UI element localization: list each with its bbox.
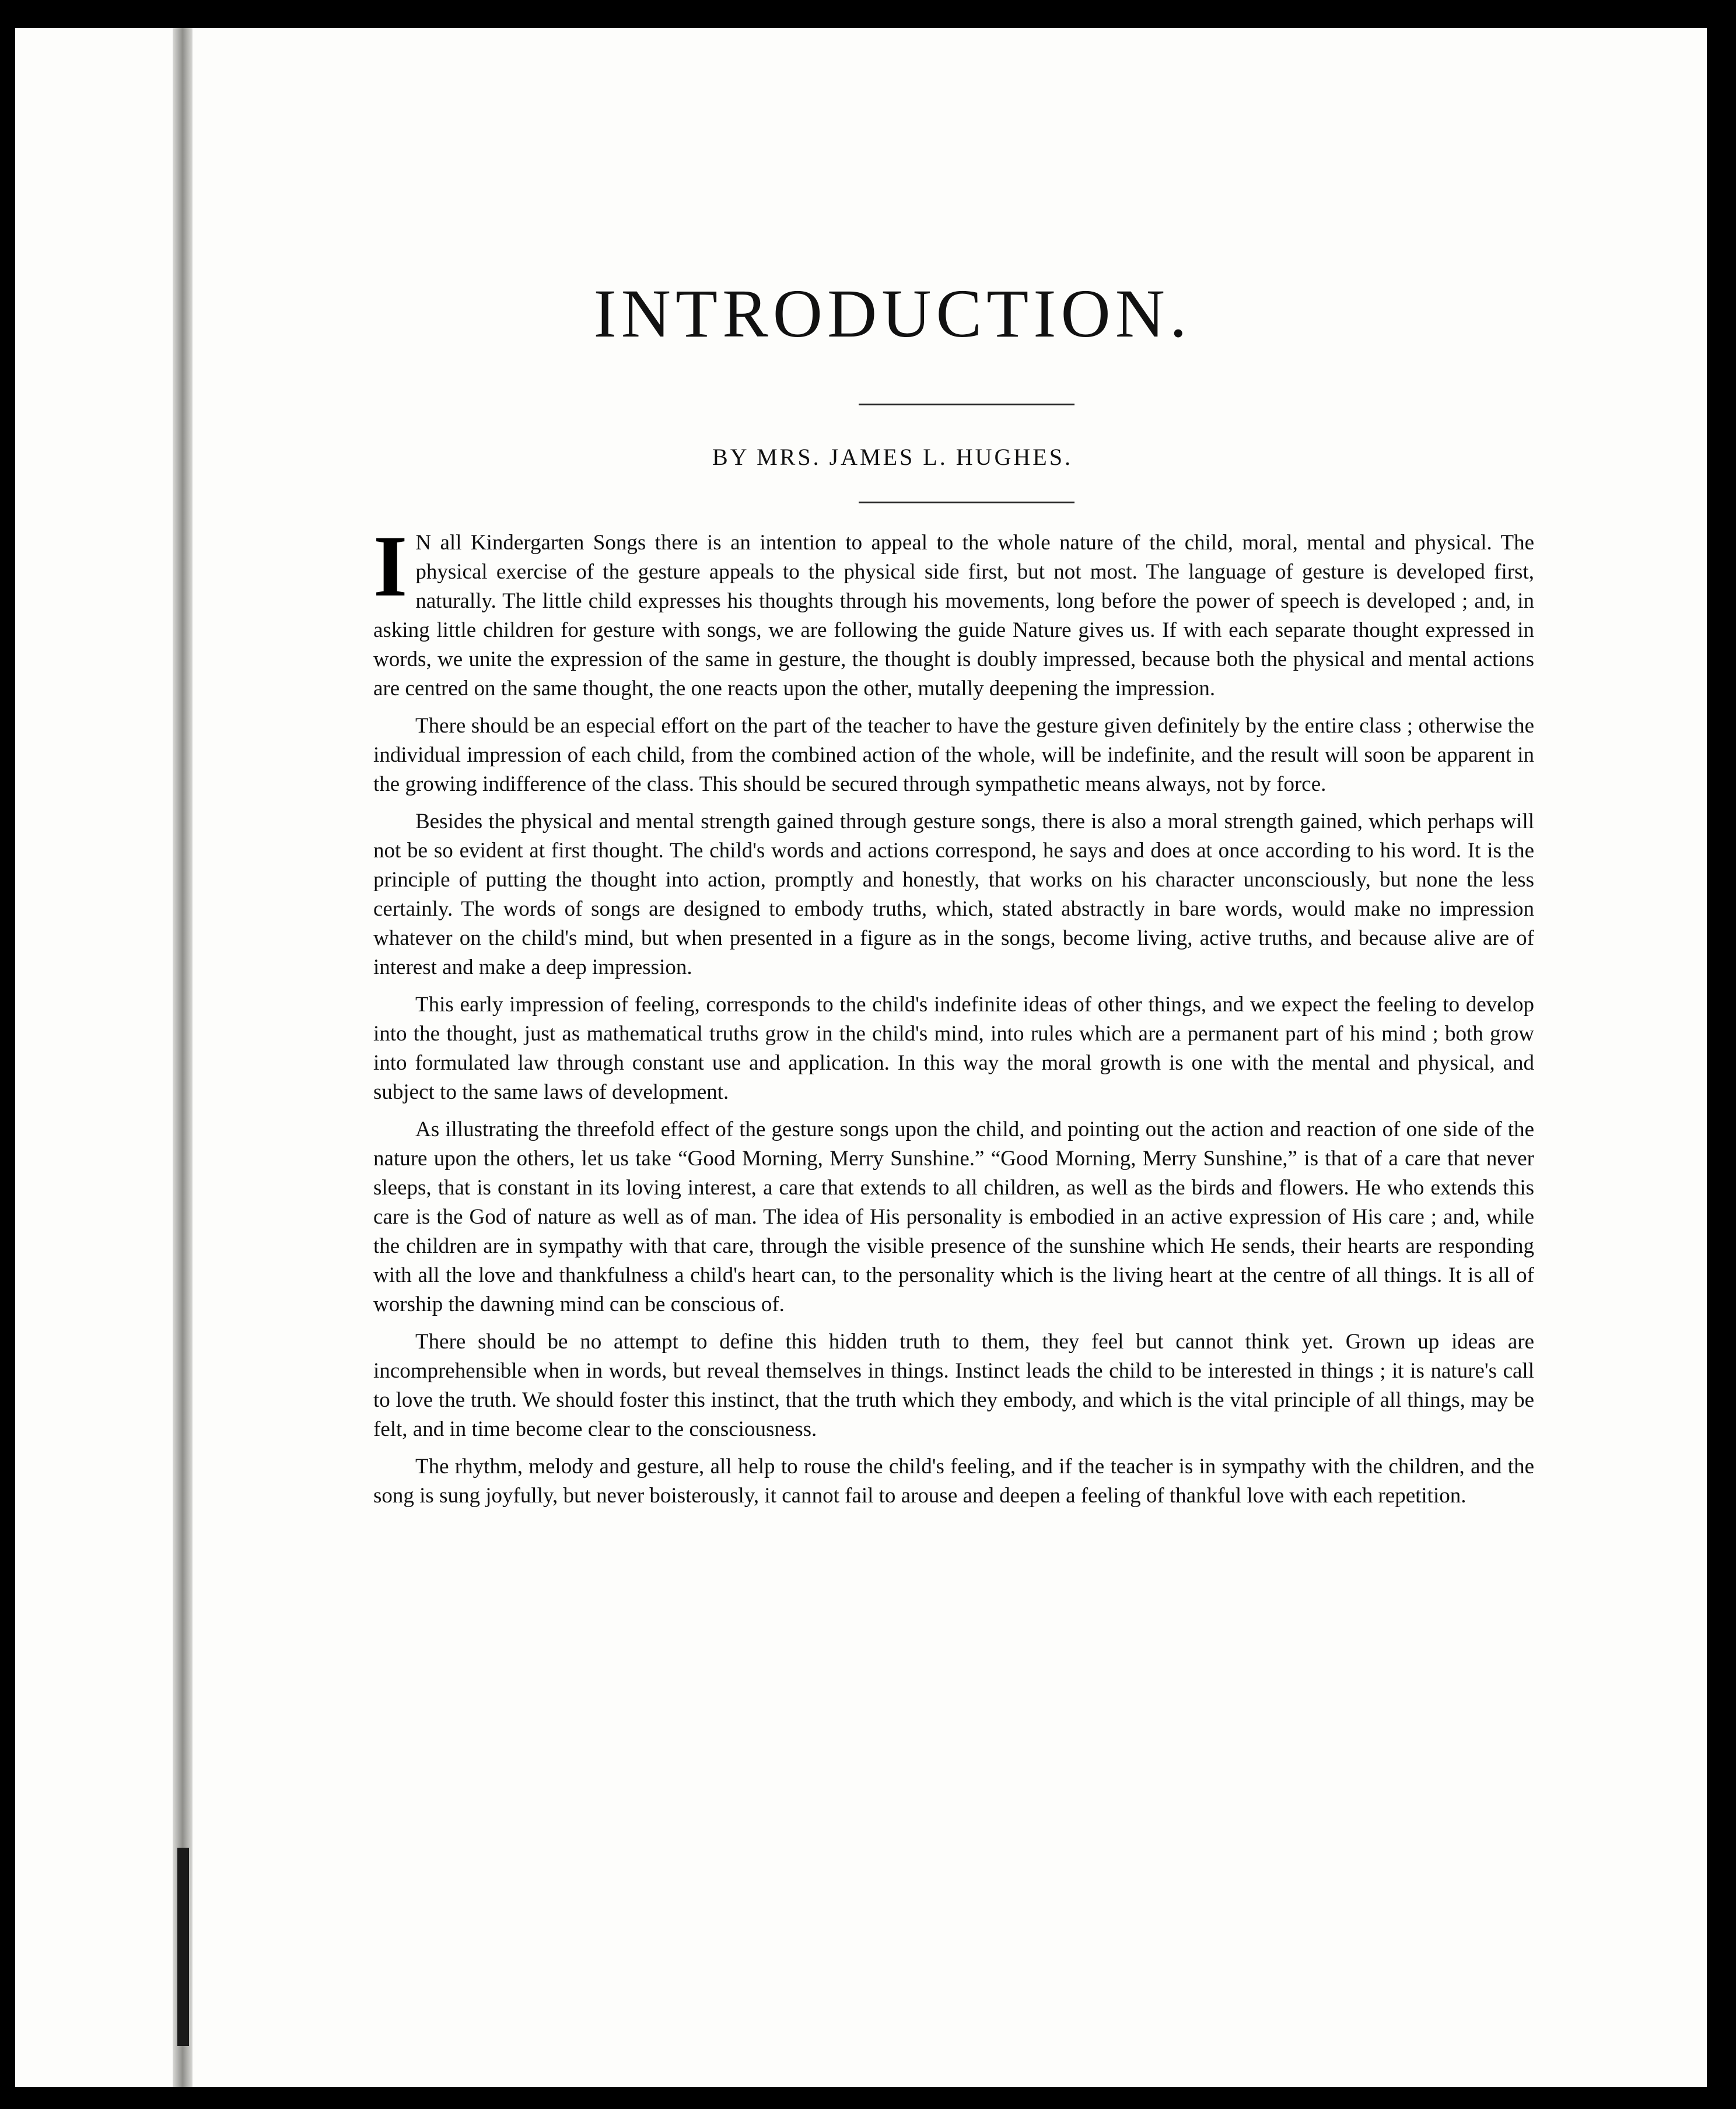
- paragraph-text: N all Kindergarten Songs there is an intention to appeal to the whole nature of the child, moral, mental and physical. The physical exercise of the gesture appeals to the physical side first, but not most. The language of gesture is developed first, naturally. The little child expresses his thoughts through his movements, long before the power of speech is developed ; and, in asking little children for gesture with songs, we are following the guide Nature gives us. If with each separate thought expressed in words, we unite the expression of the same in gesture, the thought is doubly impressed, because both the physical and mental actions are centred on the same thought, the one reacts upon the other, mutally deepening the impression.: [373, 531, 1534, 700]
- byline-rule: [859, 502, 1074, 503]
- paragraph: There should be an especial effort on the part of the teacher to have the gesture given definitely by the entire class ; otherwise the individual impression of each child, from the combined action of the whole, will be indefinite, and the result will soon be apparent in the growing indifference of the class. This should be secured through sympathetic means always, not by force.: [373, 714, 1534, 796]
- paragraph: Besides the physical and mental strength gained through gesture songs, there is also a moral strength gained, which perhaps will not be so evident at first thought. The child's words and actions correspond, he says and does at once according to his word. It is the principle of putting the thought into action, promptly and honestly, that works on his character unconsciously, but none the less certainly. The words of songs are designed to embody truths, which, stated abstractly in bare words, would make no impression whatever on the child's mind, but when presented in a figure as in the songs, become living, active truths, and because alive are of interest and make a deep impression.: [373, 810, 1534, 979]
- title-rule: [859, 404, 1074, 405]
- paragraph: There should be no attempt to define this hidden truth to them, they feel but cannot think yet. Grown up ideas are incomprehensible when in words, but reveal themselves in things. Instinct leads the child to be interested in things ; it is nature's call to love the truth. We should foster this instinct, that the truth which they embody, and which is the vital principle of all things, may be felt, and in time become clear to the consciousness.: [373, 1330, 1534, 1441]
- author-byline: BY MRS. JAMES L. HUGHES.: [712, 444, 1073, 470]
- gutter-shadow: [177, 1848, 189, 2046]
- paragraph: As illustrating the threefold effect of the gesture songs upon the child, and pointing out the action and reaction of one side of the nature upon the others, let us take “Good Morning, Merry Sunshine.” “Good Morning, Merry Sunshine,” is that of a care that never sleeps, that is constant in its loving interest, a care that extends to all children, as well as the birds and flowers. He who extends this care is the God of nature as well as of man. The idea of His personality is embodied in an active expression of His care ; and, while the children are in sympathy with that care, through the visible presence of the sunshine which He sends, their hearts are responding with all the love and thankfulness a child's heart can, to the personality which is the living heart at the centre of all things. It is all of worship the dawning mind can be conscious of.: [373, 1117, 1534, 1316]
- drop-cap: I: [373, 518, 408, 615]
- paragraph: This early impression of feeling, corresponds to the child's indefinite ideas of other things, and we expect the feeling to develop into the thought, just as mathematical truths grow in the child's mind, into rules which are a permanent part of his mind ; both grow into formulated law through constant use and application. In this way the moral growth is one with the mental and physical, and subject to the same laws of development.: [373, 993, 1534, 1104]
- paragraph: [373, 518, 1534, 703]
- paragraph: The rhythm, melody and gesture, all help to rouse the child's feeling, and if the teacher is in sympathy with the children, and the song is sung joyfully, but never boisterously, it cannot fail to arouse and deepen a feeling of thankful love with each repetition.: [373, 1455, 1534, 1508]
- introduction-body: [373, 518, 1534, 1519]
- page-gutter: [173, 28, 192, 2087]
- page-title: INTRODUCTION.: [593, 275, 1192, 352]
